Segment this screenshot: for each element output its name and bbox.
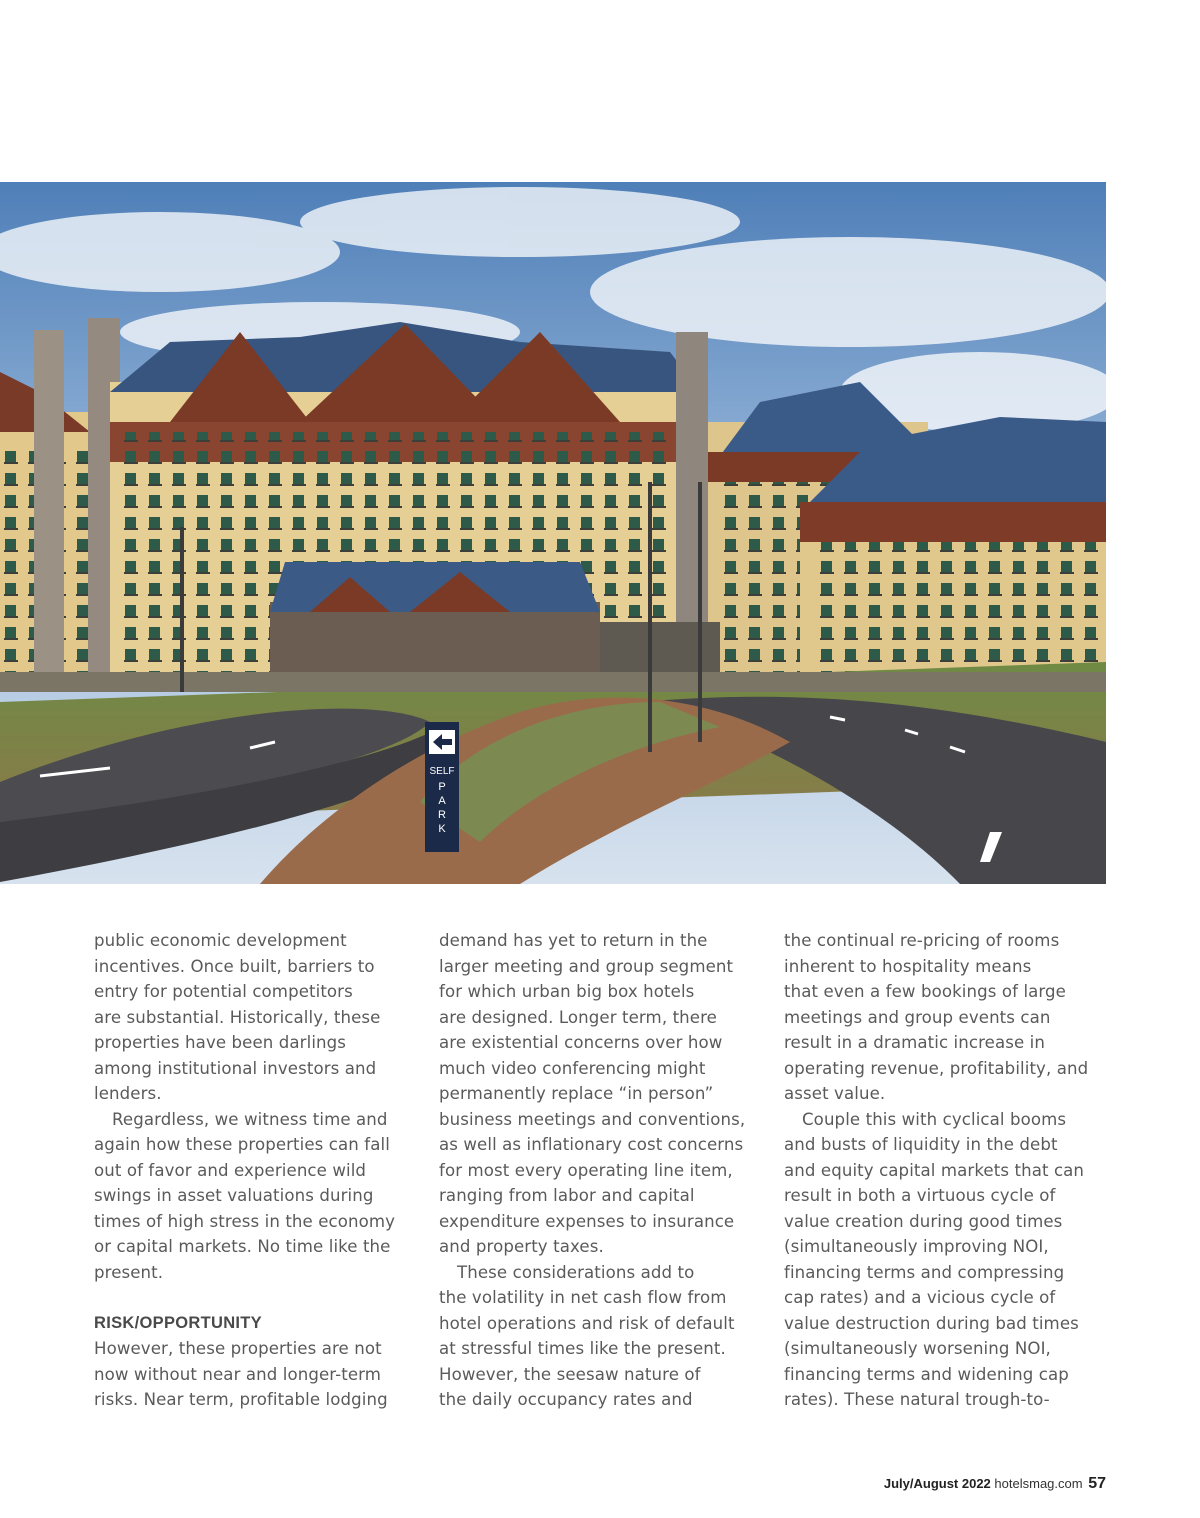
text-line: These considerations add to	[457, 1262, 695, 1282]
text-line: financing terms and compressing	[784, 1262, 1065, 1282]
text-line: present.	[94, 1262, 164, 1282]
text-line: value creation during good times	[784, 1211, 1063, 1231]
text-line: at stressful times like the present.	[439, 1339, 726, 1358]
text-line: out of favor and experience wild	[94, 1160, 367, 1180]
text-line: asset value.	[784, 1084, 886, 1103]
paragraph	[94, 1336, 414, 1413]
issue-date: July/August 2022	[883, 1476, 991, 1491]
text-line: (simultaneously worsening NOI,	[784, 1339, 1051, 1358]
sign-r: R	[438, 809, 446, 821]
sign-p: P	[438, 781, 446, 793]
text-line: However, these properties are not	[94, 1339, 382, 1358]
text-line: times of high stress in the economy	[94, 1211, 396, 1231]
text-line: permanently replace “in person”	[439, 1084, 714, 1103]
text-line: However, the seesaw nature of	[439, 1364, 701, 1384]
text-line: among institutional investors and	[94, 1058, 377, 1078]
text-line: are substantial. Historically, these	[94, 1007, 381, 1027]
sign-a: A	[438, 795, 446, 807]
text-line: again how these properties can fall	[94, 1135, 390, 1154]
article-column-1	[94, 928, 414, 1413]
website-link[interactable]: hotelsmag.com	[994, 1476, 1083, 1491]
text-line: and busts of liquidity in the debt	[784, 1135, 1058, 1154]
text-line: for most every operating line item,	[439, 1160, 733, 1180]
text-line: Regardless, we witness time and	[112, 1109, 388, 1129]
text-line: public economic development	[94, 931, 347, 950]
text-line: are existential concerns over how	[439, 1033, 723, 1052]
text-line: financing terms and widening cap	[784, 1364, 1069, 1384]
paragraph	[439, 928, 759, 1260]
text-line: (simultaneously improving NOI,	[784, 1237, 1049, 1256]
text-line: that even a few bookings of large	[784, 982, 1066, 1001]
text-line: operating revenue, profitability, and	[784, 1058, 1089, 1078]
text-line: lenders.	[94, 1084, 162, 1103]
text-line: hotel operations and risk of default	[439, 1313, 735, 1333]
text-line: now without near and longer-term	[94, 1364, 382, 1384]
sign-self: SELF	[429, 766, 455, 777]
text-line: or capital markets. No time like the	[94, 1237, 391, 1256]
text-line: the continual re-pricing of rooms	[784, 931, 1060, 950]
text-line: value destruction during bad times	[784, 1313, 1079, 1333]
text-line: Couple this with cyclical booms	[802, 1109, 1067, 1129]
page-number: 57	[1088, 1475, 1106, 1492]
text-line: swings in asset valuations during	[94, 1186, 374, 1205]
text-line: business meetings and conventions,	[439, 1109, 746, 1129]
hotel-photo	[0, 182, 1106, 884]
text-line: incentives. Once built, barriers to	[94, 956, 375, 976]
text-line: much video conferencing might	[439, 1058, 706, 1078]
article-column-3	[784, 928, 1104, 1413]
page-folio	[884, 1475, 1106, 1493]
self-park-sign	[425, 722, 459, 852]
section-gap	[94, 1285, 414, 1311]
text-line: ranging from labor and capital	[439, 1186, 695, 1205]
text-line: and equity capital markets that can	[784, 1160, 1085, 1180]
text-line: the volatility in net cash flow from	[439, 1288, 727, 1307]
text-line: and property taxes.	[439, 1237, 604, 1256]
text-line: result in both a virtuous cycle of	[784, 1186, 1056, 1205]
text-line: rates). These natural trough-to-	[784, 1390, 1050, 1409]
article-column-2	[439, 928, 759, 1413]
paragraph	[784, 928, 1104, 1107]
text-line: risks. Near term, profitable lodging	[94, 1390, 388, 1409]
paragraph	[784, 1107, 1104, 1413]
text-line: for which urban big box hotels	[439, 982, 695, 1001]
paragraph	[94, 1107, 414, 1286]
text-line: as well as inflationary cost concerns	[439, 1135, 744, 1154]
text-line: larger meeting and group segment	[439, 956, 734, 976]
text-line: entry for potential competitors	[94, 982, 353, 1001]
text-line: result in a dramatic increase in	[784, 1033, 1045, 1052]
paragraph	[439, 1260, 759, 1413]
text-line: the daily occupancy rates and	[439, 1390, 693, 1409]
text-line: cap rates) and a vicious cycle of	[784, 1288, 1056, 1307]
sign-k: K	[438, 823, 446, 835]
section-subhead: RISK/OPPORTUNITY	[94, 1313, 262, 1332]
text-line: meetings and group events can	[784, 1007, 1051, 1027]
text-line: inherent to hospitality means	[784, 956, 1032, 976]
text-line: expenditure expenses to insurance	[439, 1211, 735, 1231]
text-line: properties have been darlings	[94, 1033, 347, 1052]
hotel-resort-illustration	[0, 182, 1106, 884]
text-line: are designed. Longer term, there	[439, 1007, 717, 1027]
paragraph	[94, 928, 414, 1107]
text-line: demand has yet to return in the	[439, 931, 708, 950]
